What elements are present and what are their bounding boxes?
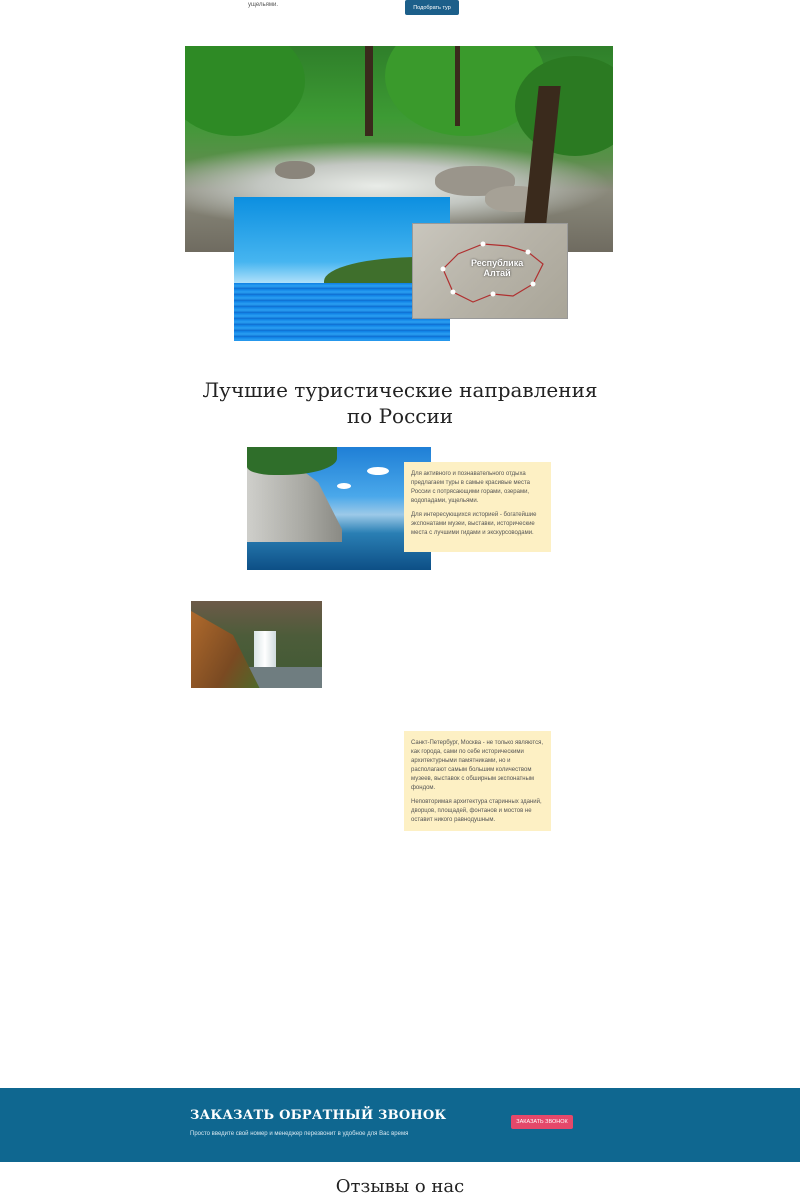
note-paragraph: Для активного и познавательного отдыха предлагаем туры в самые красивые места России с потрясающими горами, озерами, водопадами, ущельями.	[411, 471, 530, 504]
mossy-trunk-shape	[191, 611, 261, 688]
tree-trunk-shape	[365, 46, 373, 136]
map-title	[471, 258, 523, 278]
callback-banner	[0, 1088, 800, 1162]
note-paragraph: Неповторимая архитектура старинных зданий, дворцов, площадей, фонтанов и мостов не оставит никого равнодушным.	[411, 799, 542, 823]
waterfall-shape	[254, 631, 276, 669]
callback-subtitle: Просто введите свой номер и менеджер перезвонит в удобное для Вас время	[190, 1131, 409, 1137]
heading-line: Лучшие туристические направления	[202, 378, 598, 402]
heading-line: по России	[346, 404, 454, 428]
note-paragraph: Для интересующихся историей - богатейшие экспонатами музеи, выставки, исторические места с лучшими гидами и экскурсоводами.	[411, 512, 537, 536]
order-call-button[interactable]: ЗАКАЗАТЬ ЗВОНОК	[511, 1115, 573, 1129]
destinations-note	[404, 462, 551, 552]
map-title-line: Республика	[471, 258, 524, 268]
intro-text-tail: ущельями.	[248, 2, 279, 8]
waterfall-photo	[191, 601, 322, 688]
note-paragraph: Санкт-Петербург, Москва - не только являются, как города, сами по себе историческими архитектурными памятниками, но и располагают самым большим количеством музеев, выставок с обширным экспонатным фондом.	[411, 740, 544, 791]
tree-trunk-shape	[455, 46, 460, 126]
callback-title: ЗАКАЗАТЬ ОБРАТНЫЙ ЗВОНОК	[190, 1108, 447, 1123]
cloud-shape	[337, 483, 351, 489]
map-title-line: Алтай	[483, 268, 511, 278]
trees-shape	[247, 447, 337, 475]
section-heading	[150, 377, 650, 429]
altai-map-image	[412, 223, 568, 319]
choose-tour-button[interactable]: Подобрать тур	[405, 0, 459, 15]
rock-shape	[275, 161, 315, 179]
reviews-heading: Отзывы о нас	[335, 1176, 465, 1197]
canopy-shape	[185, 46, 305, 136]
cities-note	[404, 731, 551, 831]
cloud-shape	[367, 467, 389, 475]
